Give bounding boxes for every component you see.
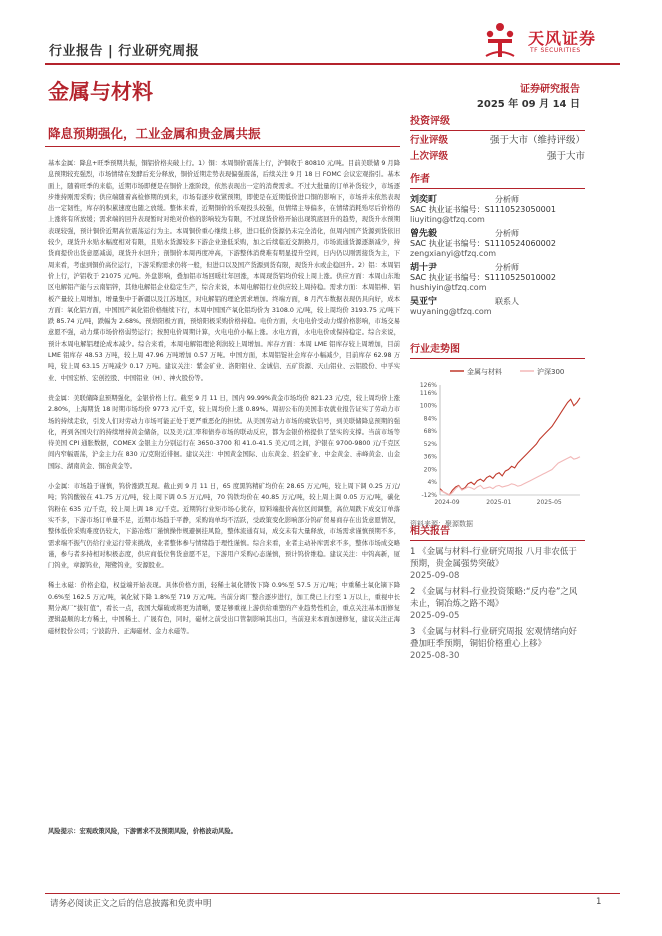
author-entry	[410, 195, 585, 225]
series-line	[440, 398, 580, 495]
author-cert: SAC 执业证书编号：S1110523050001	[410, 205, 556, 214]
tf-logo-icon	[478, 20, 522, 60]
author-cert: SAC 执业证书编号：S1110525010002	[410, 273, 556, 282]
related-divider	[410, 540, 585, 541]
x-tick-label: 2025-05	[536, 499, 562, 506]
y-tick-label: 20%	[423, 466, 437, 474]
brand-name-en: TF SECURITIES	[530, 47, 581, 54]
author-email[interactable]: hushiyin@tfzq.com	[410, 283, 487, 292]
paragraph-rare-earth: 稀土永磁：价格企稳，权益端开始表现。具体价格方面，轻稀土氧化镨钕下降 0.9%至 57.5 万元/吨；中重稀土氧化镝下降 0.6%至 162.5 万元/吨，氧化铽下降 1.8%至 719 万元/吨。当前分离厂整合逐步进行，加工费已上行至 1 万以上，重视中长期分离厂“拔钉值”，看长一点，我国大爆破或将更为清晰，要足够重视上游供给重塑的产业趋势性机会，重点关注基本面修复逻辑最顺的北方稀土，中国稀土、广晟有色，同时，磁材之前受出口管制影响其出口，当前迎来本面加速修复，建议关注正海磁材股份公司；宁波韵升、正海磁材、金力永磁等。	[48, 582, 400, 635]
author-role: 分析师	[495, 263, 519, 272]
author-name: 刘奕町	[410, 195, 438, 205]
y-tick-label: 116%	[419, 389, 437, 397]
y-tick-label: 36%	[423, 453, 437, 461]
y-tick-label: 84%	[423, 415, 437, 423]
related-report-text[interactable]: 3 《金属与材料-行业研究周报 宏观情绪向好叠加旺季预期，铜铝价格重心上移》	[410, 627, 577, 649]
chart-divider	[410, 358, 585, 359]
report-type: 证券研究报告	[520, 84, 580, 95]
brand-name-cn: 天风证券	[528, 29, 597, 48]
authors-divider	[410, 188, 585, 189]
related-reports-section	[410, 522, 585, 666]
author-email[interactable]: liuyiting@tfzq.com	[410, 215, 485, 224]
previous-rating-label: 上次评级	[410, 151, 449, 162]
industry-rating-row	[410, 133, 585, 149]
brand-logo	[478, 20, 618, 60]
y-tick-label: 100%	[419, 402, 437, 410]
risk-warning: 风险提示：宏观政策风险，下游需求不及预期风险，价格波动风险。	[48, 828, 237, 835]
trend-chart-section	[410, 340, 585, 529]
report-title: 金属与材料	[48, 80, 153, 104]
paragraph-minor-metals: 小金属：市场趋于谨慎，钨价涨跌互现。截止到 9 月 11 日，65 度黑钨精矿均价在 28.65 万元/吨，较上周下调 0.25 万元/吨；钨钨酸铵在 41.75 万元/吨，较上周下调 0.5 万元/吨，70 钨铁均价在 40.85 万元/吨，较上周上调 0.05 万元/吨，碳化钨粉在 635 元/千克，较上周上调 18 元/千克。近期钨行业矩市场心犹存，原料端报价高位区间调整，高位周跌下成交订单落实不多，下游市场订单量不足，近期市场趋于平静，采购询单均不活跃，受政策变化影响部分钨矿贸易商存在出货意愿情况，整体低价采购难度仍较大，下游冶炼厂谨慎操作规避倒挂风险，整体流通有局，成交未有大量释放，市场需求谨慎预期不多，需求端不振气仍给行业运行带来挑战，业者整体参与情绪趋于理性谨慎。综合来看，业者主动补库需求不多，整体市场成交略谨，参与者多持相对积极态度，供应商低位售货意愿不足，下游用户采购心态谨慎，预计钨价维稳。建议关注：中钨高新，厦门钨业，章源钨业，翔鹭钨业，安源股业。	[48, 483, 400, 570]
x-tick-label: 2025-01	[486, 499, 512, 506]
y-tick-label: -12%	[421, 492, 437, 499]
author-list	[410, 195, 585, 317]
trend-chart-title: 行业走势图	[410, 344, 460, 355]
related-report-date: 2025-09-08	[410, 571, 460, 581]
related-report-item[interactable]	[410, 626, 585, 662]
related-report-date: 2025-08-30	[410, 651, 460, 661]
related-report-text[interactable]: 1 《金属与材料-行业研究周报 八月非农低于预期，贵金属强势突破》	[410, 547, 577, 569]
footer-disclaimer: 请务必阅读正文之后的信息披露和免责申明	[50, 899, 212, 909]
paragraph-precious-metals: 贵金属：美联储降息预期强化，金银价格上行。截至 9 月 11 日，国内 99.99%黄金市场均价 821.23 元/克，较上周均价上涨 2.80%，上海期货 18 时期市场均价 9773 元/千克，较上周均价上涨 0.89%。周初公布的美国非农就业报告证实了劳动力市场的持续走软，引发人们对劳动力市场可能正处于更严重恶化的担忧。从美国劳动力市场的疲软信号，到美联储降息预期的强化，再到各国央行的持续增持黄金储备，以及美元汇率和债券市场的联动反应，都为金银价格提供了坚实的支撑。当前市场等待美国 CPI 通胀数据，COMEX 金银主力分别运行在 3650-3700 和 41.0-41.5 美元/司之间，沪银在 9700-9800 元/千克区间内窄幅震荡，沪金主力在 830 元/克附近徘徊。建议关注：中国黄金国际、山东黄金、招金矿业、中金黄金、赤峰黄金、山金国际、湖南黄金、铜冶黄金等。	[48, 394, 400, 470]
author-name: 吴亚宁	[410, 297, 438, 307]
author-email[interactable]: zengxianyi@tfzq.com	[410, 249, 497, 258]
footer-divider	[45, 893, 620, 894]
rating-section-title: 投资评级	[410, 116, 450, 127]
related-report-date: 2025-09-05	[410, 611, 460, 621]
chart-source: 资料来源：聚源数据	[410, 520, 473, 528]
author-role: 分析师	[495, 229, 519, 238]
industry-rating-value: 强于大市（维持评级）	[489, 135, 585, 146]
subtitle-divider	[45, 146, 400, 147]
previous-rating-value: 强于大市	[546, 151, 585, 162]
related-report-text[interactable]: 2 《金属与材料-行业投资策略:“反内卷”之风未止，铜冶炼之路不竭》	[410, 587, 578, 609]
series-line	[440, 457, 580, 495]
author-cert: SAC 执业证书编号：S1110524060002	[410, 239, 556, 248]
rating-divider	[410, 130, 585, 131]
authors-section	[410, 170, 585, 321]
y-tick-label: 52%	[423, 440, 437, 448]
report-date: 2025 年 09 月 14 日	[476, 99, 580, 110]
related-report-item[interactable]	[410, 586, 585, 622]
author-name: 胡十尹	[410, 263, 438, 273]
author-email[interactable]: wuyaning@tfzq.com	[410, 307, 492, 316]
author-name: 曾先毅	[410, 229, 438, 239]
legend-label: 金属与材料	[467, 368, 502, 376]
report-category: 行业报告 | 行业研究周报	[49, 44, 200, 59]
industry-rating-label: 行业评级	[410, 135, 449, 146]
y-tick-label: 4%	[427, 479, 437, 487]
trend-chart	[410, 363, 585, 513]
author-role: 联系人	[495, 297, 519, 306]
report-subtitle: 降息预期强化，工业金属和贵金属共振	[48, 126, 261, 141]
paragraph-base-metals: 基本金属：降息+旺季预期共振，铜铝价格夹破上行。1）铜：本周铜价震荡上行，沪铜收于 80810 元/吨。目前美联储 9 月降息预期较充强烈，市场情绪在发酵后充分释放，铜价近期走势表现偏强震荡，后续关注 9 月 18 日 FOMC 会议宏观指引。基本面上，随着旺季的来临，近期市场即便是在铜价上涨阶段，依然表现出一定的消费需求。不过大批量的订单补货较少，市场逐步维持刚需采购；供应端随着高检修期的到来，市场有逐步收紧预期，即使是在近期低价进口铜的影响下，市场并未依然表现出一定韧性，库存的积累速度也随之放缓。整体来看，近期铜价的乐观投头较强，但情绪主导偏多，在情绪消耗殆尽后价格的上涨将有所放缓；需求端的回升表现暂时对绝对价格的影响较为有限，不过现货价格开始出现筑底回升的趋势，现货升水预期表现较强，预计铜价近期高位震荡运行为主。本周铜价重心继续上移，进口低价货源仍未完全消化，但周内国产货源到货依旧较少，现货升水贴水幅度相对有限，且贴水货源较多下游企业逢低采购，加之后续临近交割换月，市场流通货源逐渐减少，持货商提价出货意愿减弱，现货升水回升；剖铜价本周再度冲高，下游整体消费难有明显提升空间，日内仍以刚需接货为主，下周来看，考虑到铜价高位运行，下游采购需求仍将一般，但进口以及国产货源到货有限，现货升水或企稳回升。2）铝：本周铝价上行，沪铝收于 21075 元/吨。外盘影响，叠加铝市场回暖壮年回涨，本周现货铝均价较上周上涨。供应方面：本周山东地区电解铝产能与云南铝锌，其他电解铝企业稳定生产，综合来说，本周电解铝行业供应较上周持稳。需求方面：本周铝棒、铝板产量较上周增加，增量集中于新疆以及江苏地区，对电解铝的理论需求增加。终端方面，8 月汽车数据表现仍具向好，成本方面：氧化铝方面，中国国产氧化铝价格继续下行，本周中国国产氧化铝均价为 3108.0 元/吨，较上周均价 3193.75 元/吨下跌 85.74 元/吨，跌幅为 2.68%。预焙阳极方面，预焙阳极采购价格持稳。电价方面，火电电价受动力煤价格影响，市场交易意愿不强，动力煤市场价格弱势运行；按照电价周期计算，火电电价小幅上涨。水电方面，水电电价或保持稳定。综合来说，预计本周电解铝理论成本减少。综合来看，本周电解铝理论利润较上周增加。库存方面：本周 LME 铝库存较上周增加，目前 LME 铝库存 48.53 万吨，较上周 47.96 万吨增加 0.57 万吨。中国方面，本周铝锭社会库存小幅减少，目前库存 62.98 万吨，较上周 63.15 万吨减少 0.17 万吨。建议关注：紫金矿业、洛阳钼业、金诚信、五矿资源、天山铝业、云铝股份、中孚实业、中国宏桥、宏创控股、中国铝业（H）、神火股份等。	[48, 160, 400, 382]
page-number: 1	[596, 897, 602, 907]
related-report-item[interactable]	[410, 546, 585, 582]
author-entry	[410, 297, 585, 317]
previous-rating-row	[410, 149, 585, 165]
y-tick-label: 126%	[419, 382, 437, 389]
authors-section-title: 作者	[410, 174, 430, 185]
related-reports-title: 相关报告	[410, 526, 450, 537]
header-divider	[45, 63, 620, 65]
legend-label: 沪深300	[537, 368, 565, 376]
rating-section	[410, 112, 585, 165]
y-tick-label: 68%	[423, 428, 437, 436]
author-entry	[410, 263, 585, 293]
author-entry	[410, 229, 585, 259]
x-tick-label: 2024-09	[434, 499, 460, 506]
author-role: 分析师	[495, 195, 519, 204]
report-body	[48, 158, 400, 646]
